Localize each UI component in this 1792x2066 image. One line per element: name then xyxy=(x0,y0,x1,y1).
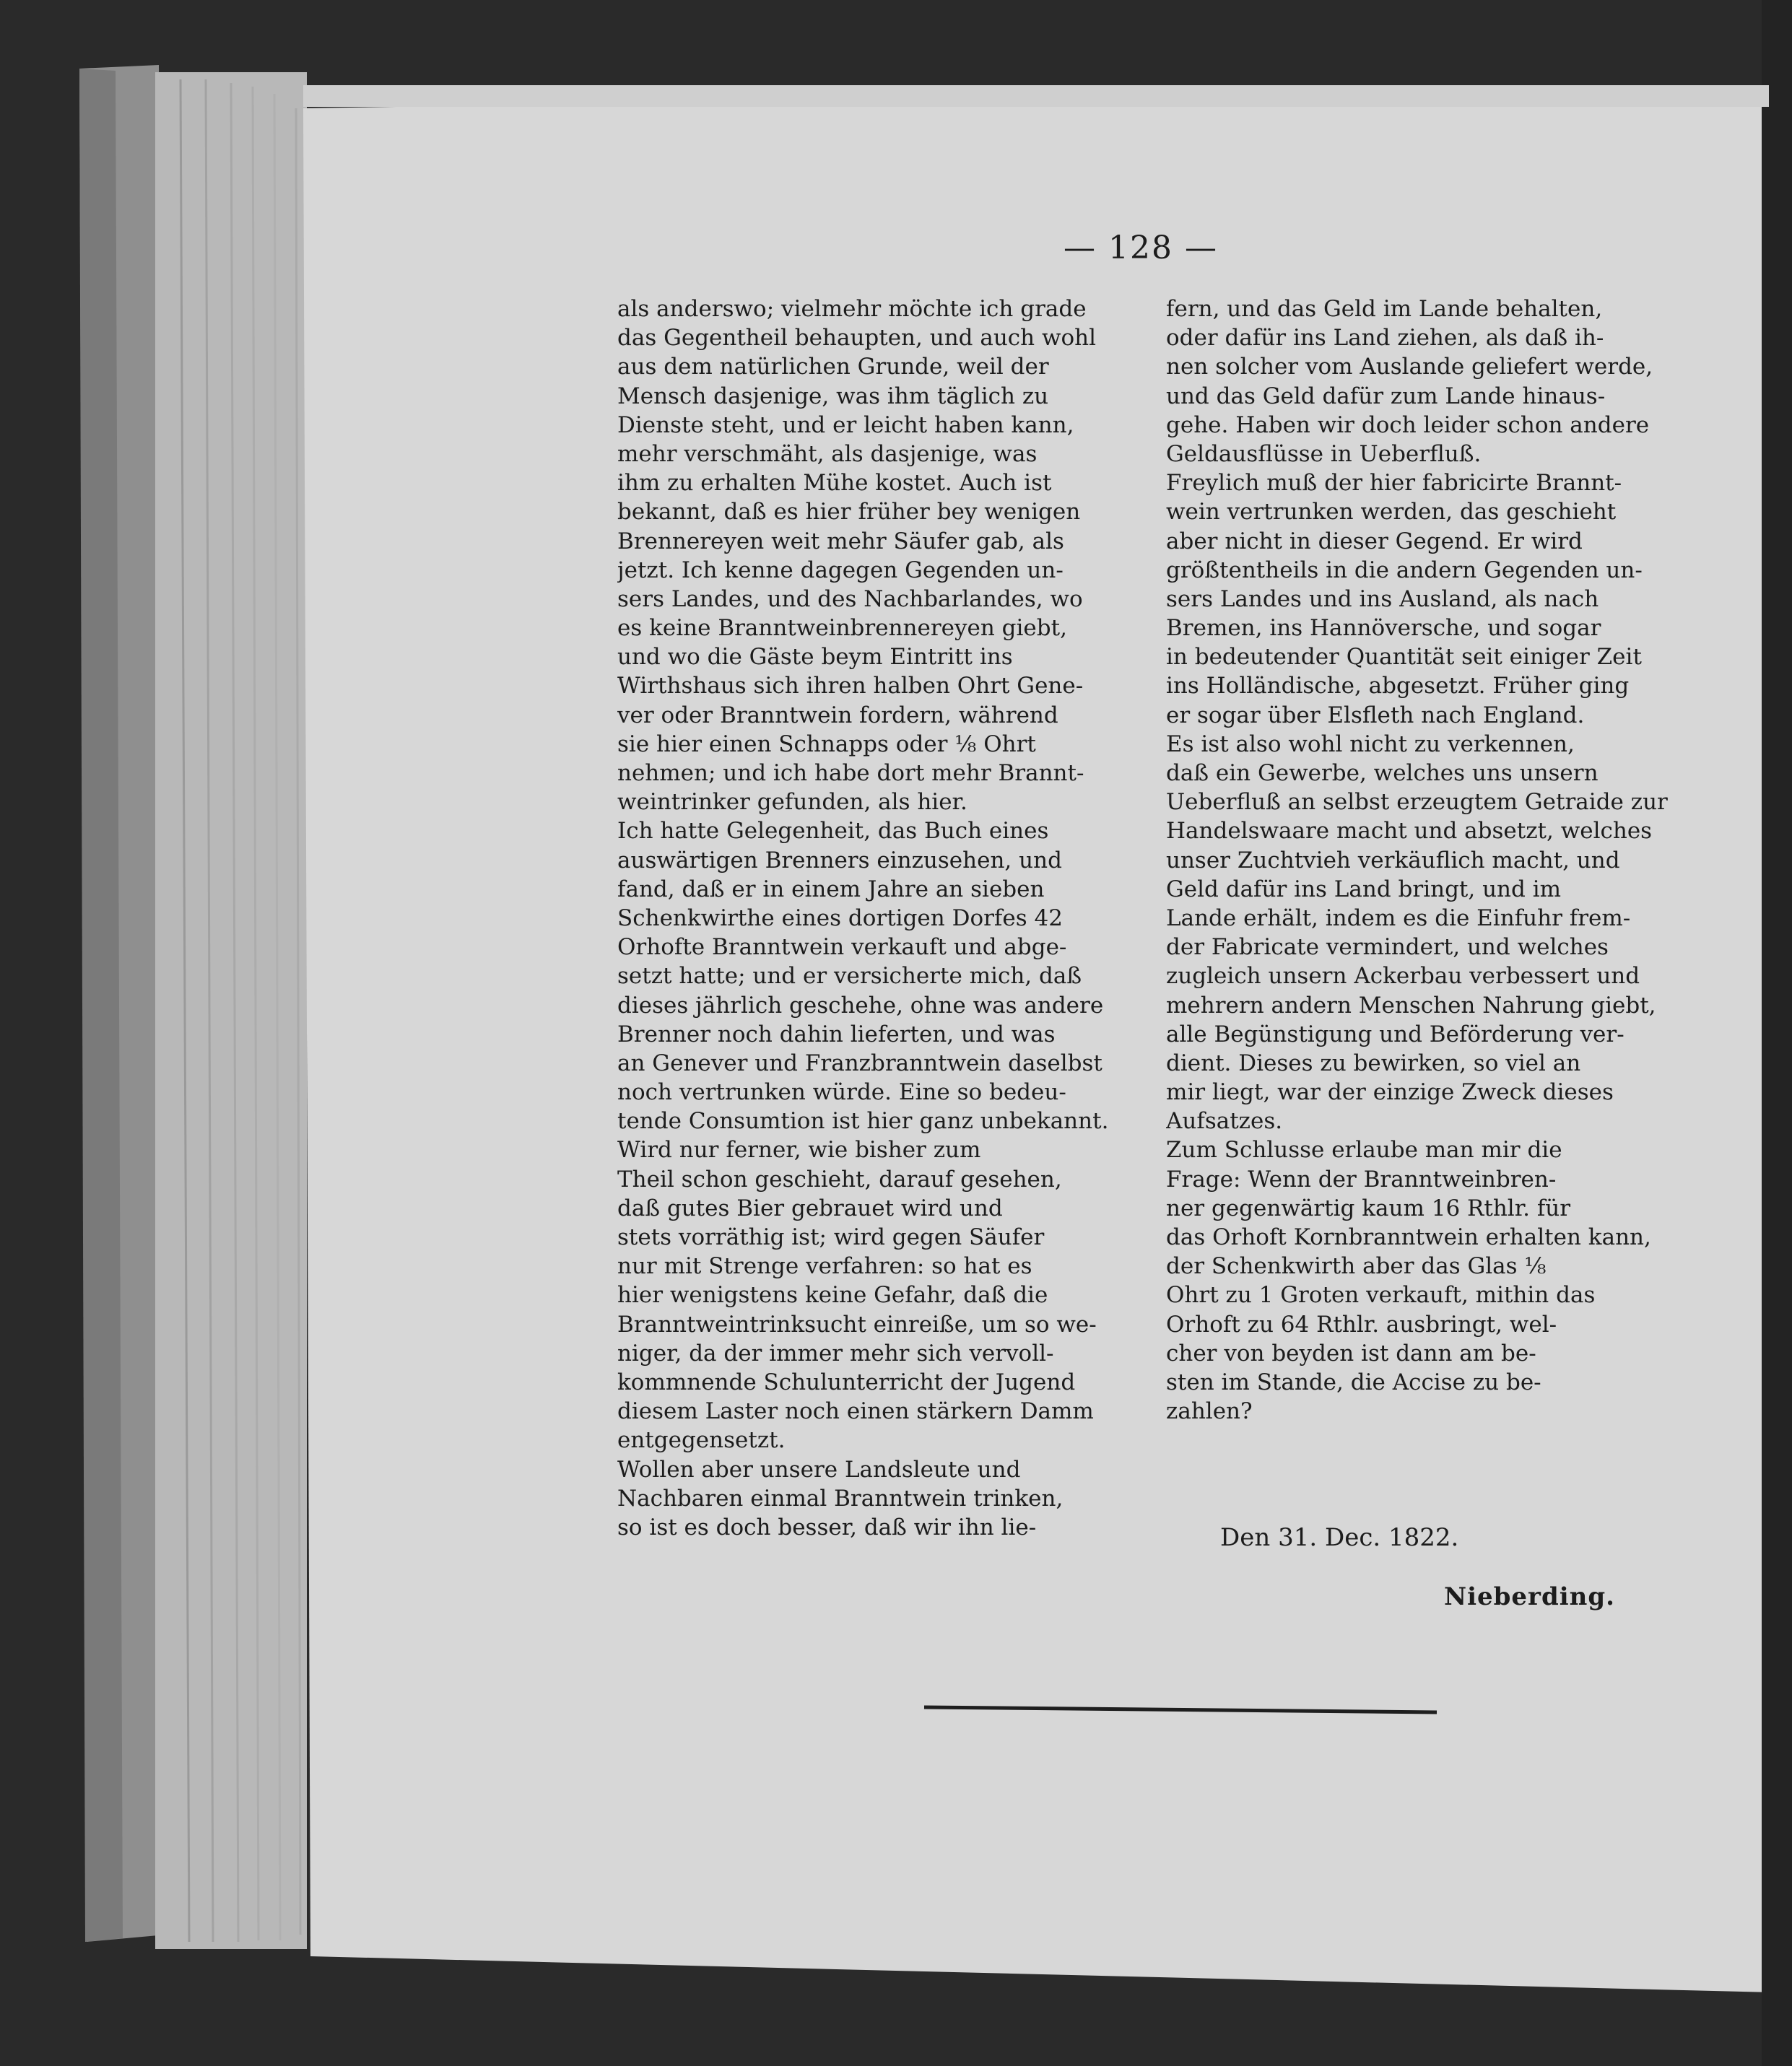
text-line: cher von beyden ist dann am be- xyxy=(1166,1340,1536,1367)
text-line: mir liegt, war der einzige Zweck dieses xyxy=(1166,1079,1614,1106)
text-line: Ueberfluß an selbst erzeugtem Getraide zur xyxy=(1166,789,1668,816)
text-line: nehmen; und ich habe dort mehr Brannt- xyxy=(617,760,1084,786)
text-line: fern, und das Geld im Lande behalten, xyxy=(1166,296,1603,322)
text-line: daß gutes Bier gebrauet wird und xyxy=(617,1195,1003,1221)
text-line: der Fabricate vermindert, und welches xyxy=(1166,934,1609,961)
text-line: Handelswaare macht und absetzt, welches xyxy=(1166,818,1653,845)
text-line: aber nicht in dieser Gegend. Er wird xyxy=(1166,528,1583,554)
text-line: auswärtigen Brenners einzusehen, und xyxy=(617,847,1062,873)
text-line: niger, da der immer mehr sich vervoll- xyxy=(617,1340,1054,1367)
text-line: Schenkwirthe eines dortigen Dorfes 42 xyxy=(617,905,1063,931)
text-line: diesem Laster noch einen stärkern Damm xyxy=(617,1398,1094,1425)
text-line: Wollen aber unsere Landsleute und xyxy=(617,1456,1021,1483)
text-line: oder dafür ins Land ziehen, als daß ih- xyxy=(1166,325,1604,352)
text-line: Frage: Wenn der Branntweinbren- xyxy=(1166,1166,1557,1193)
text-line: Nachbaren einmal Branntwein trinken, xyxy=(617,1485,1064,1512)
text-line: Dienste steht, und er leicht haben kann, xyxy=(617,411,1074,438)
text-line: als anderswo; vielmehr möchte ich grade xyxy=(617,296,1087,322)
text-line: Theil schon geschieht, darauf gesehen, xyxy=(617,1166,1062,1193)
text-line: er sogar über Elsfleth nach England. xyxy=(1166,702,1585,728)
text-line: Branntweintrinksucht einreiße, um so we- xyxy=(617,1311,1097,1338)
text-line: Orhoft zu 64 Rthlr. ausbringt, wel- xyxy=(1166,1311,1557,1338)
text-line: stets vorräthig ist; wird gegen Säufer xyxy=(617,1224,1045,1250)
text-line: unser Zuchtvieh verkäuflich macht, und xyxy=(1166,847,1620,873)
text-line: und das Geld dafür zum Lande hinaus- xyxy=(1166,383,1606,409)
text-line: noch vertrunken würde. Eine so bedeu- xyxy=(617,1079,1066,1106)
text-line: sers Landes und ins Ausland, als nach xyxy=(1166,585,1599,612)
text-line: Ohrt zu 1 Groten verkauft, mithin das xyxy=(1166,1282,1596,1309)
text-line: Brennereyen weit mehr Säufer gab, als xyxy=(617,528,1064,554)
text-line: Mensch dasjenige, was ihm täglich zu xyxy=(617,383,1049,409)
date-line: Den 31. Dec. 1822. xyxy=(1220,1523,1459,1552)
text-line: Brenner noch dahin lieferten, und was xyxy=(617,1021,1056,1047)
text-line: aus dem natürlichen Grunde, weil der xyxy=(617,354,1049,380)
text-line: sten im Stande, die Accise zu be- xyxy=(1166,1369,1541,1395)
text-line: setzt hatte; und er versicherte mich, daß xyxy=(617,963,1082,990)
text-line: es keine Branntweinbrennereyen giebt, xyxy=(617,615,1067,642)
text-line: ihm zu erhalten Mühe kostet. Auch ist xyxy=(617,470,1052,497)
text-line: ver oder Branntwein fordern, während xyxy=(617,702,1058,728)
text-line: fand, daß er in einem Jahre an sieben xyxy=(617,876,1045,902)
text-line: so ist es doch besser, daß wir ihn lie- xyxy=(617,1514,1037,1540)
text-line: nur mit Strenge verfahren: so hat es xyxy=(617,1253,1032,1280)
text-line: nen solcher vom Auslande geliefert werde, xyxy=(1166,354,1653,380)
text-line: weintrinker gefunden, als hier. xyxy=(617,789,967,816)
text-line: Freylich muß der hier fabricirte Brannt- xyxy=(1166,470,1622,497)
text-line: dieses jährlich geschehe, ohne was andere xyxy=(617,992,1104,1019)
text-line: zahlen? xyxy=(1166,1398,1253,1425)
text-line: mehr verschmäht, als dasjenige, was xyxy=(617,440,1038,467)
text-line: Aufsatzes. xyxy=(1166,1108,1283,1135)
text-line: größtentheils in die andern Gegenden un- xyxy=(1166,557,1643,583)
text-line: alle Begünstigung und Beförderung ver- xyxy=(1166,1021,1624,1047)
left-text-column xyxy=(617,295,1144,1542)
text-line: daß ein Gewerbe, welches uns unsern xyxy=(1166,760,1599,786)
text-line: Wirthshaus sich ihren halben Ohrt Gene- xyxy=(617,673,1084,699)
text-line: entgegensetzt. xyxy=(617,1427,786,1454)
text-line: und wo die Gäste beym Eintritt ins xyxy=(617,644,1013,671)
text-line: Wird nur ferner, wie bisher zum xyxy=(617,1137,981,1164)
text-line: an Genever und Franzbranntwein daselbst xyxy=(617,1050,1102,1076)
text-line: Zum Schlusse erlaube man mir die xyxy=(1166,1137,1562,1164)
page-number: — 128 — xyxy=(1064,230,1218,266)
text-line: das Gegentheil behaupten, und auch wohl xyxy=(617,325,1097,352)
text-line: Orhofte Branntwein verkauft und abge- xyxy=(617,934,1067,961)
text-line: wein vertrunken werden, das geschieht xyxy=(1166,499,1617,526)
text-line: in bedeutender Quantität seit einiger Zeit xyxy=(1166,644,1642,671)
text-line: Lande erhält, indem es die Einfuhr frem- xyxy=(1166,905,1631,931)
text-line: Ich hatte Gelegenheit, das Buch eines xyxy=(617,818,1049,845)
text-line: gehe. Haben wir doch leider schon andere xyxy=(1166,411,1650,438)
text-line: das Orhoft Kornbranntwein erhalten kann, xyxy=(1166,1224,1651,1250)
text-line: Es ist also wohl nicht zu verkennen, xyxy=(1166,731,1575,757)
text-line: der Schenkwirth aber das Glas ⅛ xyxy=(1166,1253,1547,1280)
text-line: dient. Dieses zu bewirken, so viel an xyxy=(1166,1050,1581,1076)
text-line: sie hier einen Schnapps oder ⅛ Ohrt xyxy=(617,731,1036,757)
text-line: bekannt, daß es hier früher bey wenigen xyxy=(617,499,1081,526)
text-line: hier wenigstens keine Gefahr, daß die xyxy=(617,1282,1048,1309)
text-line: Geld dafür ins Land bringt, und im xyxy=(1166,876,1562,902)
text-line: mehrern andern Menschen Nahrung giebt, xyxy=(1166,992,1656,1019)
text-line: Geldausflüsse in Ueberfluß. xyxy=(1166,440,1482,467)
author-signature: Nieberding. xyxy=(1444,1582,1615,1611)
right-text-column xyxy=(1166,295,1700,1426)
text-line: kommnende Schulunterricht der Jugend xyxy=(617,1369,1076,1395)
text-line: jetzt. Ich kenne dagegen Gegenden un- xyxy=(617,557,1064,583)
text-line: Bremen, ins Hannöversche, und sogar xyxy=(1166,615,1601,642)
text-line: ner gegenwärtig kaum 16 Rthlr. für xyxy=(1166,1195,1571,1221)
text-line: tende Consumtion ist hier ganz unbekannt. xyxy=(617,1108,1109,1135)
text-line: ins Holländische, abgesetzt. Früher ging xyxy=(1166,673,1630,699)
text-line: sers Landes, und des Nachbarlandes, wo xyxy=(617,585,1083,612)
text-line: zugleich unsern Ackerbau verbessert und xyxy=(1166,963,1640,990)
